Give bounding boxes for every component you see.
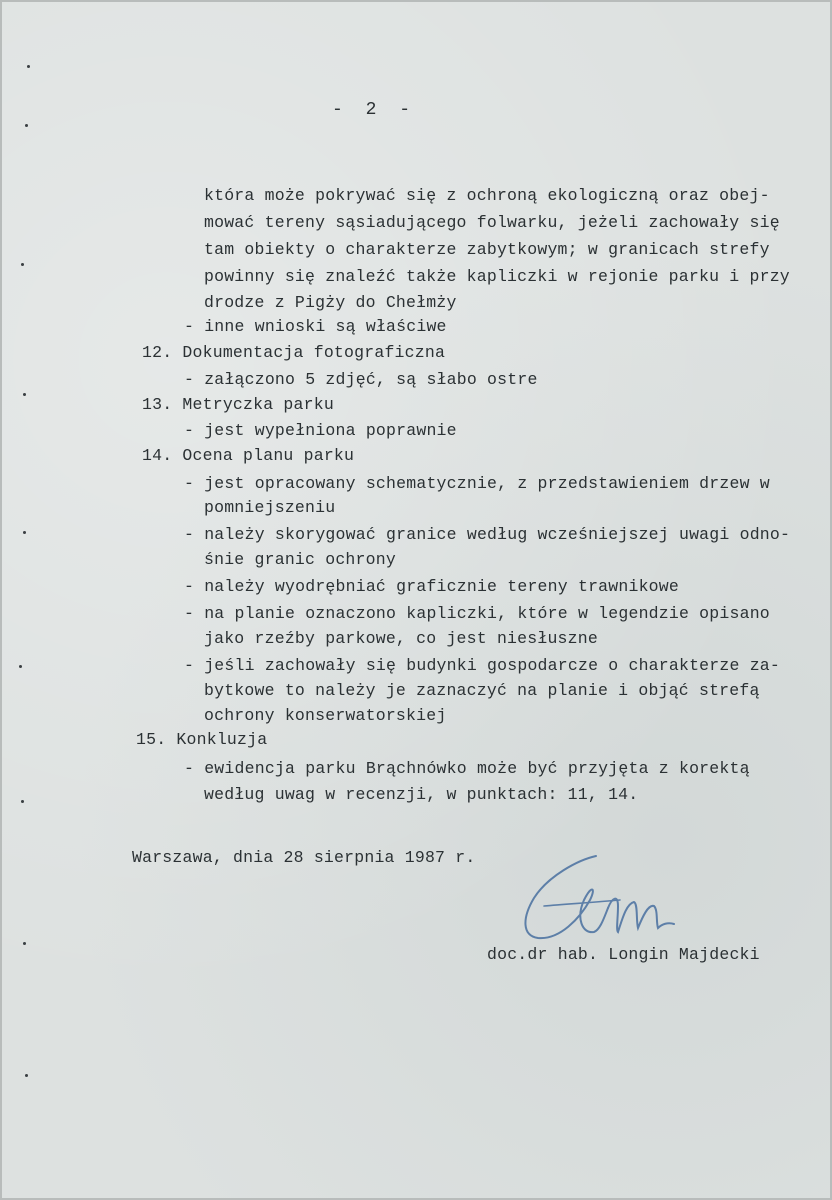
list-item: - należy skorygować granice według wcześniejszej uwagi odno- bbox=[184, 525, 791, 544]
handwritten-signature bbox=[508, 848, 678, 946]
scan-speck bbox=[27, 65, 30, 68]
scan-speck bbox=[23, 393, 26, 396]
scan-speck bbox=[23, 942, 26, 945]
section-heading: 15. Konkluzja bbox=[136, 730, 268, 749]
list-item-continuation: według uwag w recenzji, w punktach: 11, 14. bbox=[204, 785, 639, 804]
list-item: - należy wyodrębniać graficznie tereny trawnikowe bbox=[184, 577, 679, 596]
scan-speck bbox=[21, 800, 24, 803]
body-line: tam obiekty o charakterze zabytkowym; w granicach strefy bbox=[204, 240, 770, 259]
section-heading: 14. Ocena planu parku bbox=[142, 446, 355, 465]
list-item: - jest opracowany schematycznie, z przedstawieniem drzew w bbox=[184, 474, 770, 493]
scan-speck bbox=[25, 1074, 28, 1077]
list-item: - inne wnioski są właściwe bbox=[184, 317, 447, 336]
author-signature-line: doc.dr hab. Longin Majdecki bbox=[487, 945, 760, 964]
body-line: drodze z Pigży do Chełmży bbox=[204, 293, 457, 312]
body-line: mować tereny sąsiadującego folwarku, jeżeli zachowały się bbox=[204, 213, 780, 232]
list-item-continuation: śnie granic ochrony bbox=[204, 550, 396, 569]
body-line: która może pokrywać się z ochroną ekologiczną oraz obej- bbox=[204, 186, 770, 205]
list-item-continuation: jako rzeźby parkowe, co jest niesłuszne bbox=[204, 629, 598, 648]
scan-speck bbox=[25, 124, 28, 127]
list-item: - załączono 5 zdjęć, są słabo ostre bbox=[184, 370, 538, 389]
section-heading: 12. Dokumentacja fotograficzna bbox=[142, 343, 446, 362]
section-heading: 13. Metryczka parku bbox=[142, 395, 334, 414]
place-date: Warszawa, dnia 28 sierpnia 1987 r. bbox=[132, 848, 476, 867]
body-line: powinny się znaleźć także kapliczki w rejonie parku i przy bbox=[204, 267, 790, 286]
list-item-continuation: ochrony konserwatorskiej bbox=[204, 706, 447, 725]
page-number: - 2 - bbox=[332, 100, 417, 120]
list-item: - ewidencja parku Brąchnówko może być przyjęta z korektą bbox=[184, 759, 750, 778]
list-item-continuation: pomniejszeniu bbox=[204, 498, 336, 517]
scan-speck bbox=[23, 531, 26, 534]
list-item-continuation: bytkowe to należy je zaznaczyć na planie i objąć strefą bbox=[204, 681, 760, 700]
scan-speck bbox=[19, 665, 22, 668]
scan-speck bbox=[21, 263, 24, 266]
list-item: - jest wypełniona poprawnie bbox=[184, 421, 457, 440]
list-item: - na planie oznaczono kapliczki, które w legendzie opisano bbox=[184, 604, 770, 623]
list-item: - jeśli zachowały się budynki gospodarcze o charakterze za- bbox=[184, 656, 780, 675]
